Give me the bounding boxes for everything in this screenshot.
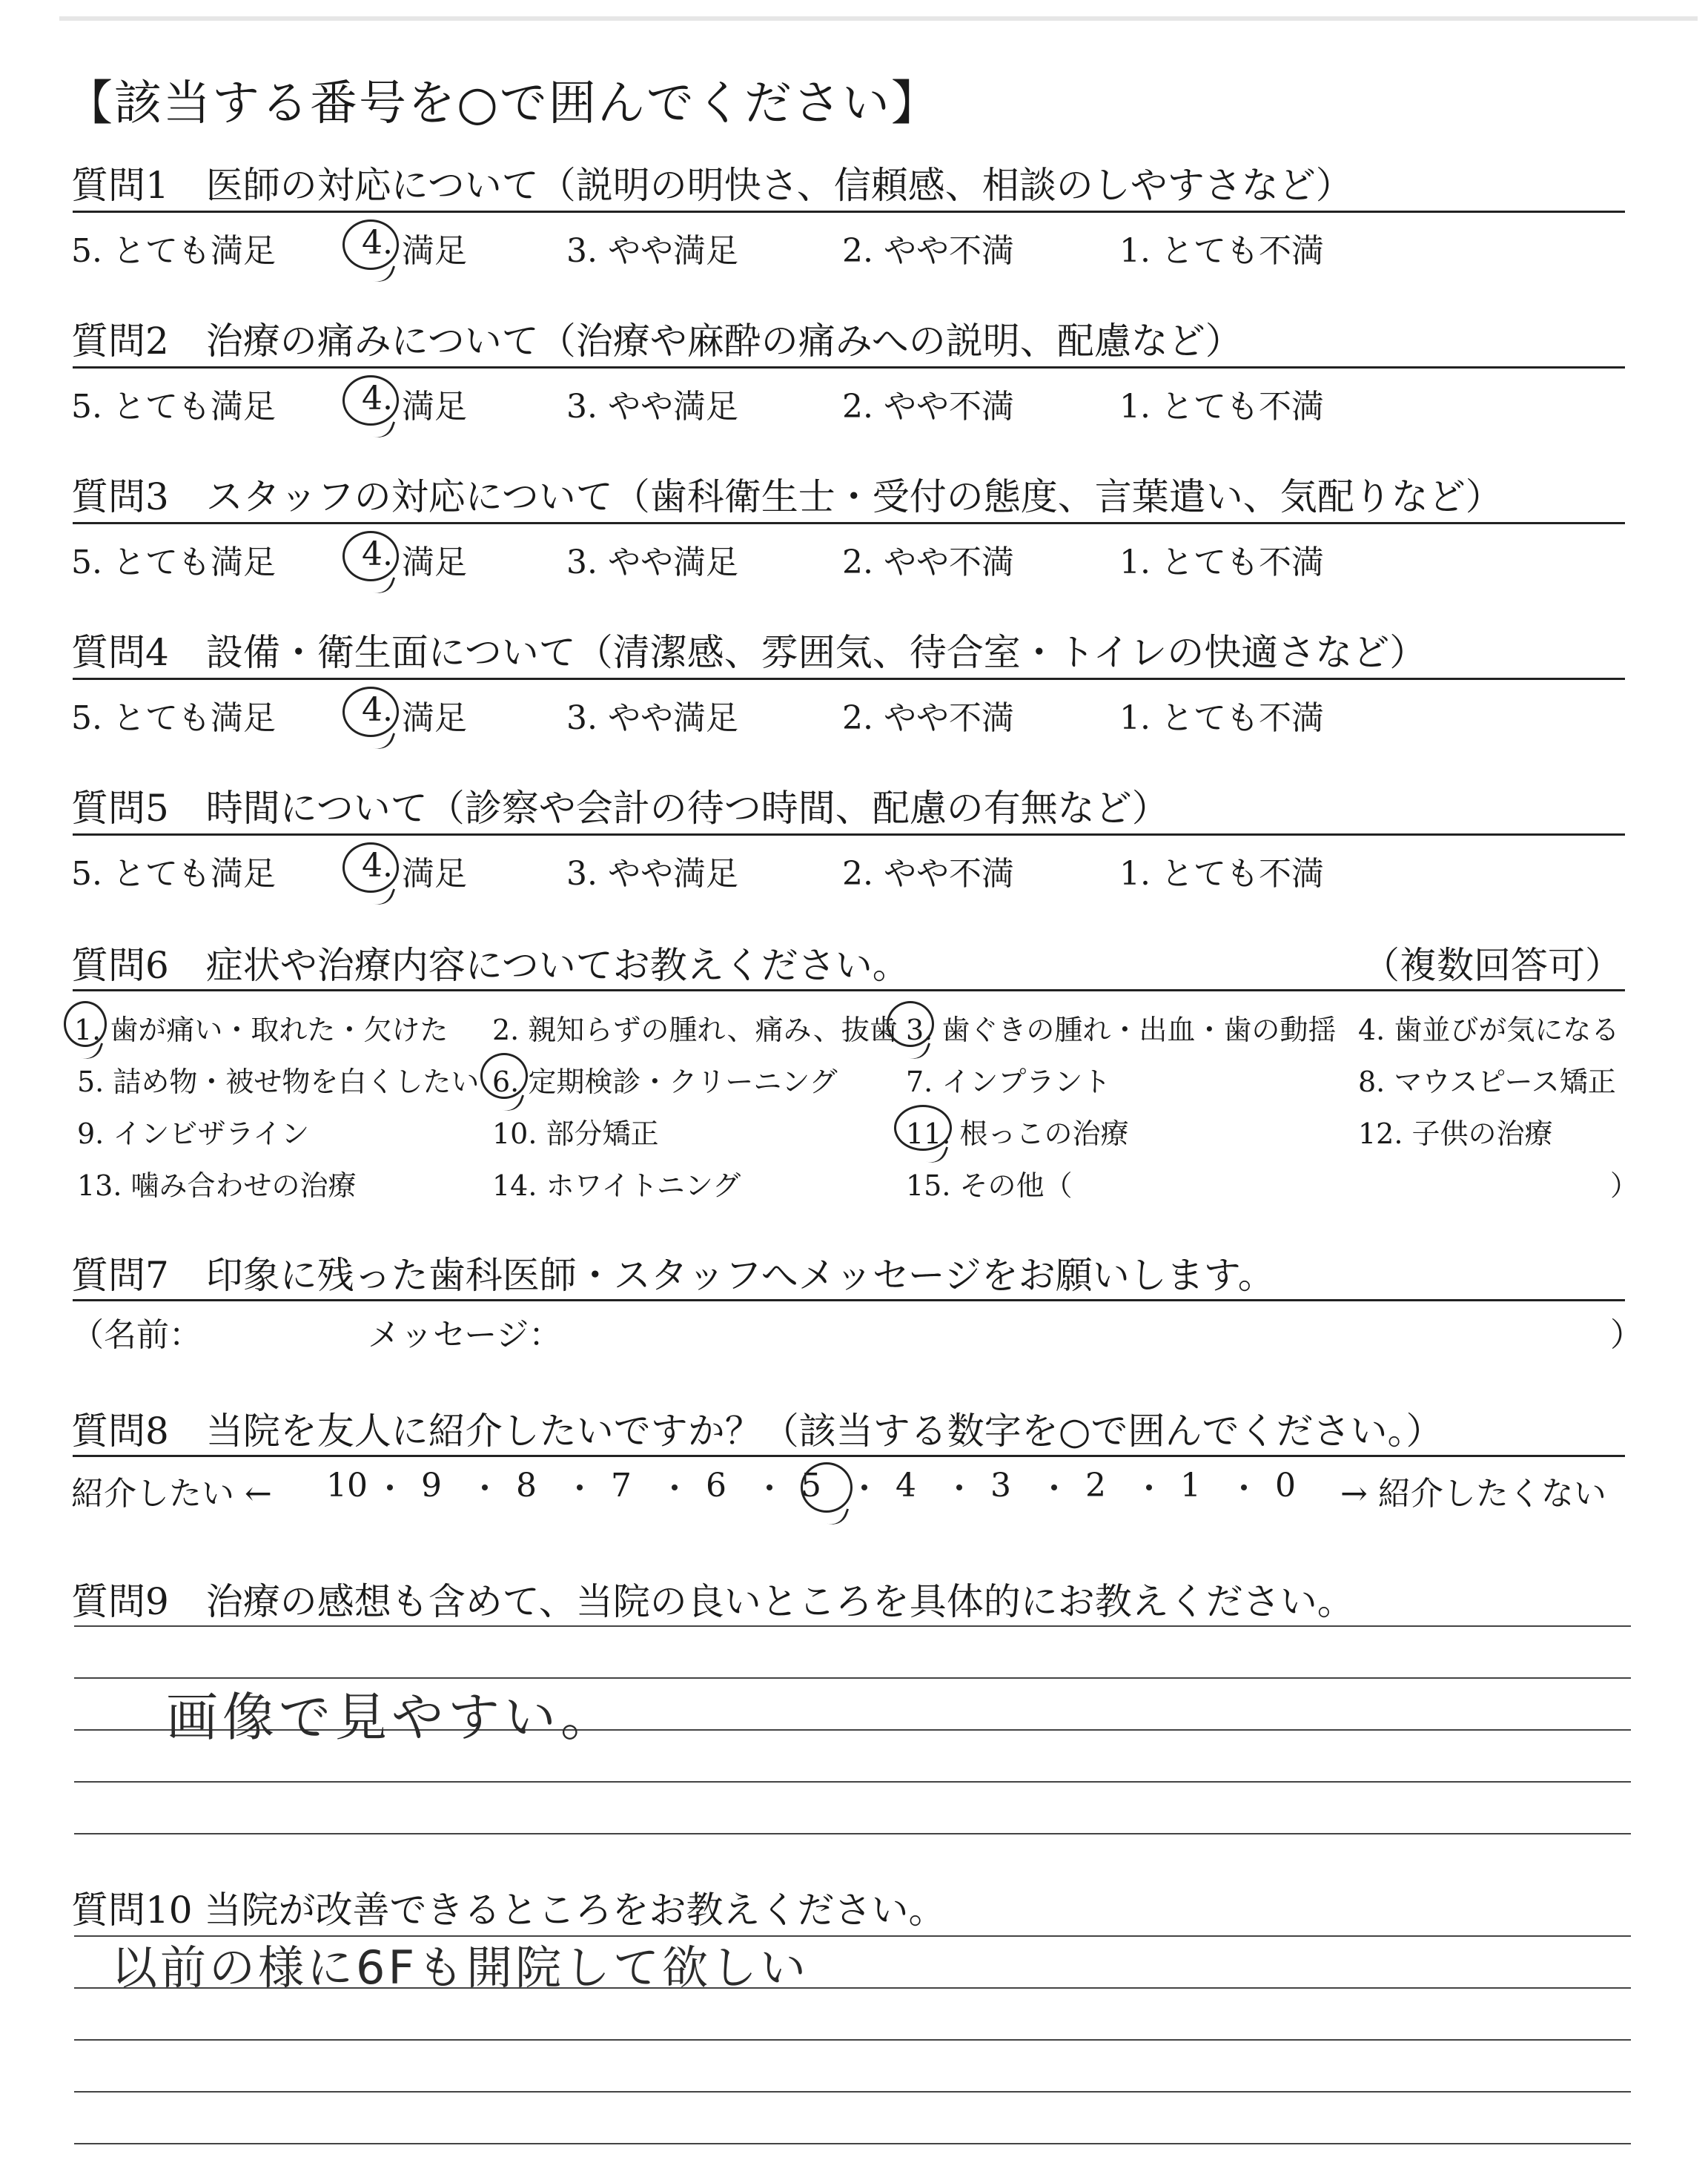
q6-item-6[interactable]: 6. 定期検診・クリーニング [492,1066,838,1098]
q3-option-1[interactable]: 4. [362,535,393,573]
q6-note: （複数回答可） [1363,944,1622,987]
q4-option-0[interactable]: 5. とても満足 [71,699,276,737]
q9-line-1 [74,1625,1631,1627]
q8-rule [73,1455,1625,1457]
q6-item-12[interactable]: 12. 子供の治療 [1358,1117,1553,1150]
q2-selection-mark [342,375,399,426]
q6-item-1[interactable]: 1. 歯が痛い・取れた・欠けた [74,1014,448,1046]
q3-option-3[interactable]: 3. やや満足 [566,544,738,581]
q5-title: 質問5 時間について（診察や会計の待つ時間、配慮の有無など） [71,787,1169,830]
q8-scale-value-9[interactable]: 9 [421,1467,442,1505]
q8-scale-value-6[interactable]: 6 [706,1467,726,1505]
q5-selection-mark [342,842,399,893]
q1-option-0[interactable]: 5. とても満足 [71,232,276,270]
q6-item-11[interactable]: 11. 根っこの治療 [906,1117,1129,1150]
q3-option-5[interactable]: 1. とても不満 [1119,544,1324,581]
q1-title: 質問1 医師の対応について（説明の明快さ、信頼感、相談のしやすさなど） [71,164,1353,207]
q6-item-14[interactable]: 14. ホワイトニング [492,1169,741,1202]
q8-scale-separator-dot [861,1484,867,1490]
q9-handwritten-answer: 画像で見やすい。 [166,1687,617,1748]
q6-item-15[interactable]: 15. その他（ [906,1169,1073,1202]
q1-option-5[interactable]: 1. とても不満 [1119,232,1324,270]
q1-option-4[interactable]: 2. やや不満 [842,232,1014,270]
q6-item-3[interactable]: 3. 歯ぐきの腫れ・出血・歯の動揺 [906,1014,1337,1046]
q8-scale-separator-dot [482,1484,488,1490]
q1-option-1[interactable]: 4. [362,224,393,262]
q2-option-1[interactable]: 4. [362,380,393,417]
q5-option-0[interactable]: 5. とても満足 [71,855,276,893]
q8-scale-value-3[interactable]: 3 [990,1467,1011,1505]
q8-scale-value-2[interactable]: 2 [1085,1467,1106,1505]
q2-option-5[interactable]: 1. とても不満 [1119,388,1324,426]
q6-rule [73,989,1625,991]
q7-rule [73,1299,1625,1301]
q5-option-3[interactable]: 3. やや満足 [566,855,738,893]
q8-scale-separator-dot [1051,1484,1057,1490]
q10-line-5 [74,2143,1631,2144]
q8-scale-value-7[interactable]: 7 [611,1467,632,1505]
q6-selection-mark-11 [894,1105,952,1151]
q6-item-8[interactable]: 8. マウスピース矯正 [1358,1066,1616,1098]
q3-title: 質問3 スタッフの対応について（歯科衛生士・受付の態度、言葉遣い、気配りなど） [71,475,1503,518]
q6-item-4[interactable]: 4. 歯並びが気になる [1358,1014,1620,1046]
q5-option-5[interactable]: 1. とても不満 [1119,855,1324,893]
q8-scale-separator-dot [387,1484,393,1490]
q3-option-4[interactable]: 2. やや不満 [842,544,1014,581]
q8-scale-separator-dot [1241,1484,1247,1490]
q6-title: 質問6 症状や治療内容についてお教えください。 [71,944,910,987]
q4-option-3[interactable]: 3. やや満足 [566,699,738,737]
q8-scale-value-8[interactable]: 8 [516,1467,537,1505]
form-title: 【該当する番号を○で囲んでください】 [65,76,940,131]
q6-item-7[interactable]: 7. インプラント [906,1066,1111,1098]
q9-line-5 [74,1833,1631,1834]
q10-line-3 [74,2039,1631,2041]
q8-scale-separator-dot [956,1484,962,1490]
q2-option-0[interactable]: 5. とても満足 [71,388,276,426]
q4-option-4[interactable]: 2. やや不満 [842,699,1014,737]
q6-selection-mark-1 [64,1001,107,1047]
q1-selection-mark [342,219,399,270]
q10-handwritten-answer: 以前の様に6Fも開院して欲しい [111,1941,810,1995]
q6-item-13[interactable]: 13. 噛み合わせの治療 [77,1169,357,1202]
q2-option-4[interactable]: 2. やや不満 [842,388,1014,426]
q5-option-1[interactable]: 4. [362,847,393,885]
q10-title: 質問10 当院が改善できるところをお教えください。 [71,1889,946,1932]
q6-selection-mark-3 [887,1001,934,1047]
q8-scale-separator-dot [1146,1484,1152,1490]
q8-scale-separator-dot [577,1484,583,1490]
q3-option-0[interactable]: 5. とても満足 [71,544,276,581]
q8-left-label: 紹介したい ← [71,1475,272,1513]
q4-option-1[interactable]: 4. [362,691,393,729]
q6-item-15-close: ） [1610,1169,1639,1202]
q7-close-paren: ） [1610,1316,1643,1354]
q2-option-3[interactable]: 3. やや満足 [566,388,738,426]
q8-scale-separator-dot [767,1484,772,1490]
page-top-edge [59,16,1698,21]
q7-title: 質問7 印象に残った歯科医師・スタッフへメッセージをお願いします。 [71,1254,1275,1297]
q1-option-2[interactable]: 満足 [402,232,467,270]
q8-scale-value-4[interactable]: 4 [896,1467,916,1505]
q8-title: 質問8 当院を友人に紹介したいですか？（該当する数字を○で囲んでください。） [71,1410,1443,1453]
q7-message-label: メッセージ： [368,1316,562,1354]
q7-name-label: （名前： [71,1316,202,1354]
q9-line-4 [74,1781,1631,1783]
q8-scale-separator-dot [672,1484,678,1490]
q8-scale-value-10[interactable]: 10 [326,1467,368,1505]
q8-scale-value-1[interactable]: 1 [1180,1467,1201,1505]
q6-item-2[interactable]: 2. 親知らずの腫れ、痛み、抜歯 [492,1014,898,1046]
q2-rule [73,366,1625,369]
q10-line-4 [74,2091,1631,2093]
q1-option-3[interactable]: 3. やや満足 [566,232,738,270]
q4-selection-mark [342,687,399,737]
q8-right-label: → 紹介したくない [1340,1475,1606,1513]
q5-option-4[interactable]: 2. やや不満 [842,855,1014,893]
q2-option-2[interactable]: 満足 [402,388,467,426]
q3-rule [73,522,1625,524]
q5-option-2[interactable]: 満足 [402,855,467,893]
q4-option-5[interactable]: 1. とても不満 [1119,699,1324,737]
q9-title: 質問9 治療の感想も含めて、当院の良いところを具体的にお教えください。 [71,1580,1354,1623]
q5-rule [73,833,1625,836]
q4-option-2[interactable]: 満足 [402,699,467,737]
q3-selection-mark [342,531,399,581]
q6-item-10[interactable]: 10. 部分矯正 [492,1117,659,1150]
q4-rule [73,678,1625,680]
q6-item-5[interactable]: 5. 詰め物・被せ物を白くしたい [77,1066,480,1098]
q2-title: 質問2 治療の痛みについて（治療や麻酔の痛みへの説明、配慮など） [71,320,1242,363]
q8-scale-value-0[interactable]: 0 [1275,1467,1296,1505]
q4-title: 質問4 設備・衛生面について（清潔感、雰囲気、待合室・トイレの快適さなど） [71,631,1427,674]
q3-option-2[interactable]: 満足 [402,544,467,581]
q8-scale-value-5[interactable]: 5 [801,1467,821,1505]
q6-item-9[interactable]: 9. インビザライン [77,1117,310,1150]
q6-selection-mark-6 [480,1053,528,1099]
q8-selection-mark [801,1462,853,1513]
q1-rule [73,211,1625,213]
